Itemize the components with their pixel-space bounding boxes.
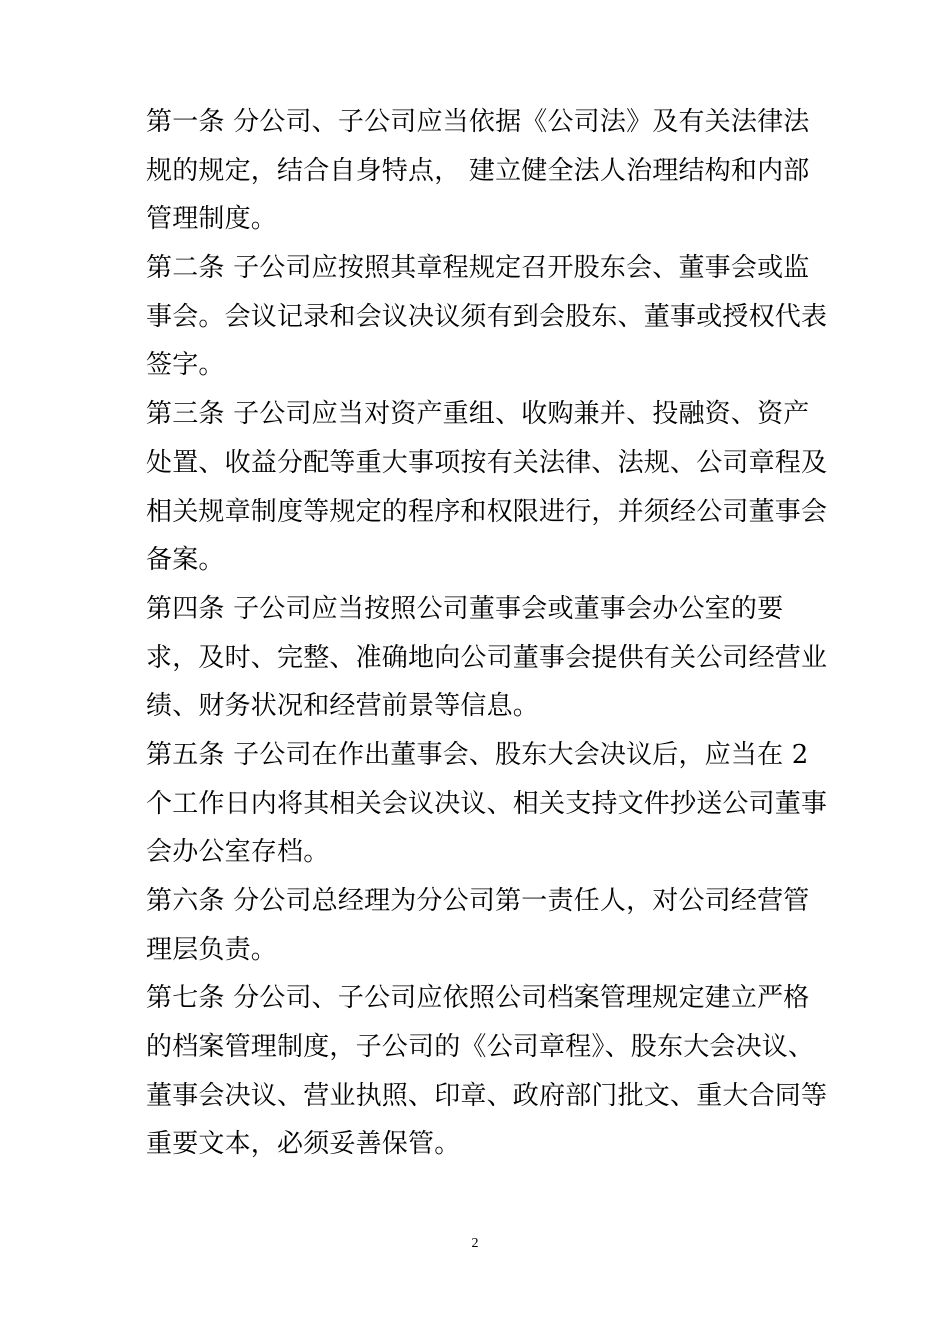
article-line: 相关规章制度等规定的程序和权限进行，并须经公司董事会 <box>146 496 828 527</box>
article-line: 第六条 分公司总经理为分公司第一责任人，对公司经营管 <box>146 886 810 916</box>
article-line: 事会。会议记录和会议决议须有到会股东、董事或授权代表 <box>146 301 828 332</box>
article-7 <box>146 974 826 1169</box>
article-line: 第一条 分公司、子公司应当依据《公司法》及有关法律法 <box>146 107 810 137</box>
article-line: 求，及时、完整、准确地向公司董事会提供有关公司经营业 <box>146 642 828 673</box>
article-line: 的档案管理制度，子公司的《公司章程》、股东大会决议、 <box>146 1032 815 1063</box>
article-line: 签字。 <box>146 350 225 381</box>
article-line: 重要文本，必须妥善保管。 <box>146 1129 461 1160</box>
article-3 <box>146 390 826 585</box>
article-line: 规的规定，结合自身特点， 建立健全法人治理结构和内部 <box>146 155 810 186</box>
article-line: 董事会决议、营业执照、印章、政府部门批文、重大合同等 <box>146 1080 828 1111</box>
article-4 <box>146 585 826 731</box>
article-line: 个工作日内将其相关会议决议、相关支持文件抄送公司董事 <box>146 788 828 819</box>
page-number: 2 <box>471 1236 479 1251</box>
article-line: 理层负责。 <box>146 934 278 965</box>
article-line: 第二条 子公司应按照其章程规定召开股东会、董事会或监 <box>146 253 810 284</box>
article-line: 备案。 <box>146 545 225 576</box>
article-1 <box>146 98 826 244</box>
article-line: 处置、收益分配等重大事项按有关法律、法规、公司章程及 <box>146 447 828 478</box>
article-5 <box>146 731 826 877</box>
article-line: 绩、财务状况和经营前景等信息。 <box>146 691 540 722</box>
article-line: 第七条 分公司、子公司应依照公司档案管理规定建立严格 <box>146 983 810 1014</box>
article-line: 会办公室存档。 <box>146 837 330 868</box>
document-body <box>146 98 826 1169</box>
article-line: 管理制度。 <box>146 204 278 235</box>
article-line: 第五条 子公司在作出董事会、股东大会决议后，应当在 2 <box>146 739 809 770</box>
article-line: 第三条 子公司应当对资产重组、收购兼并、投融资、资产 <box>146 399 810 430</box>
article-line: 第四条 子公司应当按照公司董事会或董事会办公室的要 <box>146 593 784 624</box>
article-6 <box>146 877 826 974</box>
article-2 <box>146 244 826 390</box>
